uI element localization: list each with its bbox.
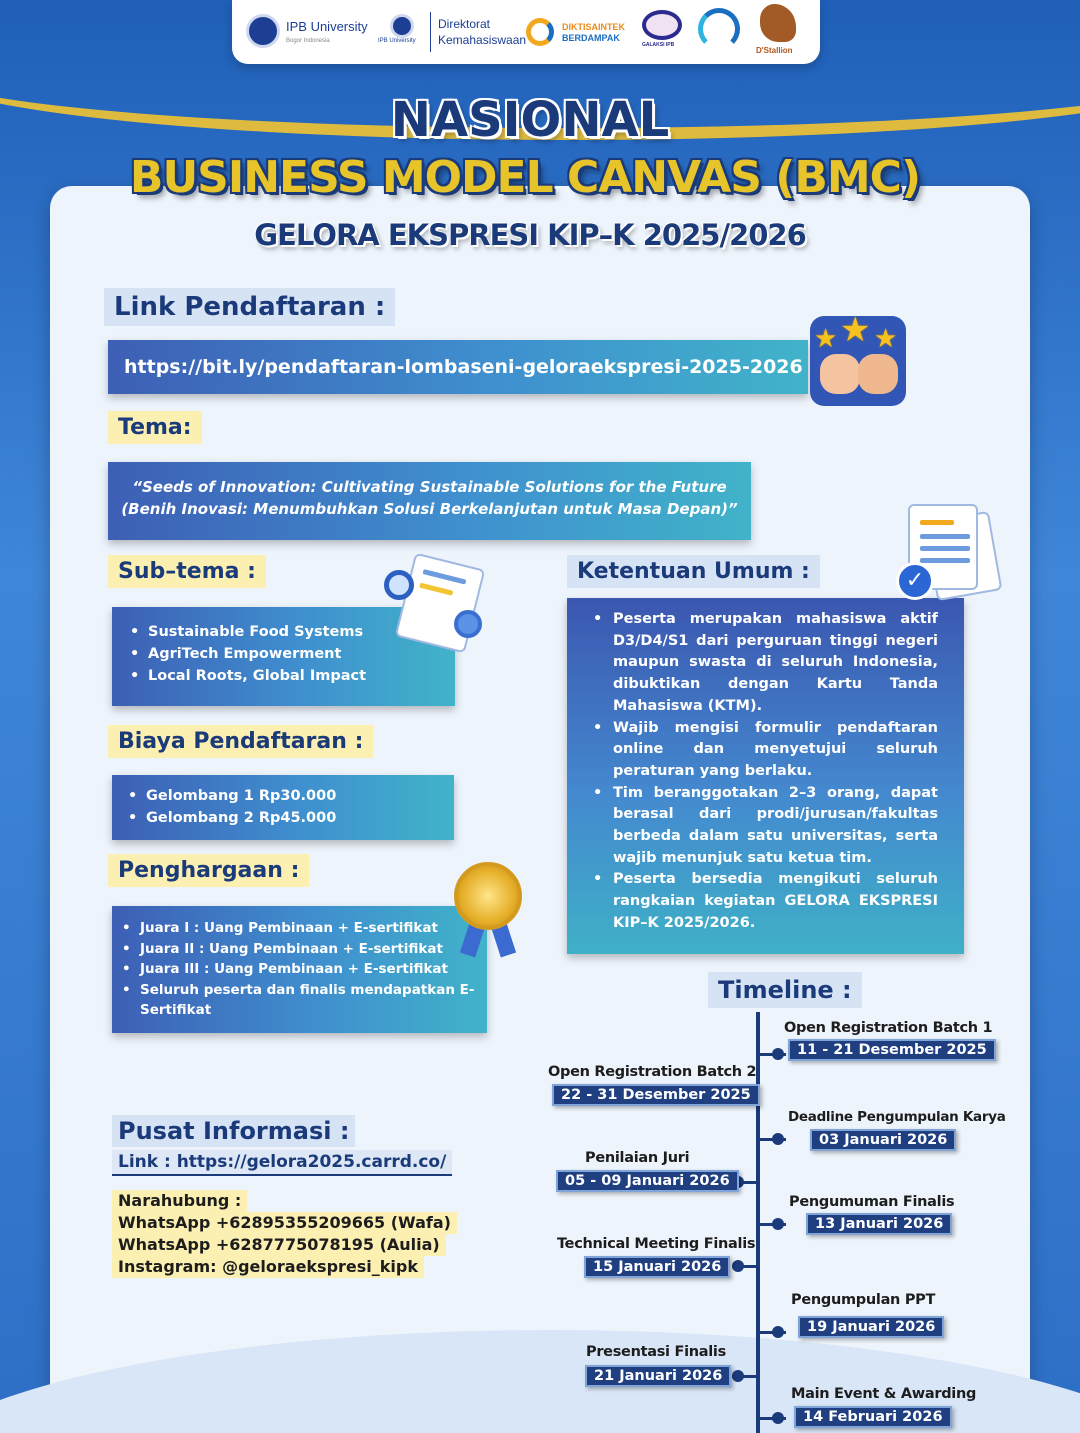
timeline-event-title: Deadline Pengumpulan Karya (788, 1109, 1006, 1125)
list-item: • Local Roots, Global Impact (128, 665, 455, 687)
ipb-small-logo-text: IPB University (378, 38, 416, 44)
contact-list (112, 1190, 457, 1278)
timeline-dot (732, 1370, 744, 1382)
document-search-illustration (384, 556, 496, 656)
galaksi-logo-text: GALAKSI IPB (642, 42, 675, 48)
timeline-event-date: 11 - 21 Desember 2025 (788, 1039, 996, 1061)
title-bmc: BUSINESS MODEL CANVAS (BMC) (129, 152, 921, 203)
tema-label: Tema: (108, 411, 202, 444)
timeline-event-date: 19 Januari 2026 (798, 1316, 944, 1338)
star-icon: ★ (840, 310, 871, 350)
timeline-event-date: 15 Januari 2026 (584, 1256, 730, 1278)
list-item: • Juara I : Uang Pembinaan + E-sertifikat (120, 918, 477, 939)
logo-divider (430, 12, 431, 52)
list-item: • Seluruh peserta dan finalis mendapatkan E-Sertifikat (120, 980, 477, 1021)
direktorat-line1: Direktorat (438, 17, 491, 31)
checkmark-icon: ✓ (896, 562, 934, 600)
timeline-dot (772, 1218, 784, 1230)
list-item: • Peserta merupakan mahasiswa aktif D3/D4/S1 dari perguruan tinggi negeri maupun swasta di seluruh Indonesia, dibuktikan dengan Kartu Tanda Mahasiswa (KTM). (591, 609, 938, 718)
medal-illustration (452, 860, 524, 960)
timeline-dot (772, 1048, 784, 1060)
list-item: • Gelombang 1 Rp30.000 (126, 785, 454, 807)
timeline-dot (732, 1260, 744, 1272)
hand-right-icon (858, 354, 898, 394)
biaya-box (112, 775, 454, 840)
ketentuan-label: Ketentuan Umum : (567, 555, 820, 588)
dikti-line1: DIKTISAINTEK (562, 22, 625, 32)
dikti-swirl-icon (526, 18, 554, 46)
gear-icon (454, 610, 482, 638)
timeline-event-date: 22 - 31 Desember 2025 (552, 1084, 760, 1106)
list-item: • Juara III : Uang Pembinaan + E-sertifikat (120, 959, 477, 980)
registration-label: Link Pendaftaran : (104, 288, 395, 326)
ipb-seal-icon (246, 14, 280, 48)
ipb-logo-text: IPB University (286, 19, 368, 34)
checklist-illustration (894, 504, 1014, 612)
title-nasional: NASIONAL (390, 92, 670, 148)
subtema-label: Sub–tema : (108, 555, 266, 588)
list-item: • Gelombang 2 Rp45.000 (126, 807, 454, 829)
timeline-event-date: 21 Januari 2026 (585, 1365, 731, 1387)
magnifier-icon (384, 570, 414, 600)
contact-whatsapp-wafa[interactable]: WhatsApp +62895355209665 (Wafa) (112, 1212, 457, 1234)
list-item: • Wajib mengisi formulir pendaftaran online dan menyetujui seluruh peraturan yang berlaku. (591, 718, 938, 783)
logo-bar (232, 0, 820, 64)
timeline-event-title: Pengumuman Finalis (789, 1194, 955, 1210)
direktorat-logo (438, 16, 526, 48)
medal-icon (454, 862, 522, 930)
contact-whatsapp-aulia[interactable]: WhatsApp +6287775078195 (Aulia) (112, 1234, 446, 1256)
swirl-logo-icon (698, 8, 740, 50)
list-item: • Tim beranggotakan 2–3 orang, dapat berasal dari prodi/jurusan/fakultas berbeda dalam satu universitas, serta wajib menunjuk satu ketua tim. (591, 783, 938, 870)
tema-quote-line2: (Benih Inovasi: Menumbuhkan Solusi Berkelanjutan untuk Masa Depan)” (121, 500, 738, 518)
direktorat-line2: Kemahasiswaan (438, 33, 527, 47)
list-item: • Juara II : Uang Pembinaan + E-sertifikat (120, 939, 477, 960)
ipb-logo (286, 20, 368, 48)
star-icon: ★ (874, 324, 898, 354)
timeline-event-title: Open Registration Batch 2 (548, 1064, 757, 1080)
hand-left-icon (820, 354, 860, 394)
timeline-event-date: 05 - 09 Januari 2026 (556, 1170, 739, 1192)
timeline-event-date: 14 Februari 2026 (794, 1406, 952, 1428)
timeline-dot (772, 1412, 784, 1424)
galaksi-logo-icon (642, 10, 682, 40)
penghargaan-box (112, 906, 487, 1033)
timeline-event-title: Presentasi Finalis (586, 1344, 726, 1360)
timeline-event-title: Open Registration Batch 1 (784, 1020, 993, 1036)
ipb-small-seal-icon (390, 14, 414, 38)
timeline-event-date: 13 Januari 2026 (806, 1213, 952, 1235)
ipb-logo-subtext: Bogor Indonesia (286, 38, 330, 44)
list-item: • AgriTech Empowerment (128, 643, 455, 665)
dikti-line2: BERDAMPAK (562, 33, 620, 43)
handshake-stars-illustration (800, 296, 920, 414)
horse-logo-icon (760, 4, 796, 42)
info-label: Pusat Informasi : (112, 1115, 355, 1147)
ketentuan-box (567, 598, 964, 954)
timeline-dot (772, 1326, 784, 1338)
timeline-dot (772, 1133, 784, 1145)
title-gelora: GELORA EKSPRESI KIP–K 2025/2026 (254, 218, 806, 252)
biaya-label: Biaya Pendaftaran : (108, 725, 373, 758)
timeline-label: Timeline : (708, 972, 862, 1008)
narahubung-label: Narahubung : (112, 1190, 247, 1212)
registration-link[interactable]: https://bit.ly/pendaftaran-lombaseni-geloraekspresi-2025-2026 (108, 340, 808, 394)
timeline-event-title: Technical Meeting Finalis (557, 1236, 756, 1252)
penghargaan-label: Penghargaan : (108, 854, 309, 887)
timeline-event-title: Penilaian Juri (585, 1150, 690, 1166)
document-icon (395, 553, 486, 654)
timeline-event-title: Pengumpulan PPT (791, 1292, 936, 1308)
list-item: • Sustainable Food Systems (128, 621, 455, 643)
stallion-logo-text: D'Stallion (756, 46, 793, 55)
dikti-logo (562, 22, 625, 44)
contact-instagram[interactable]: Instagram: @geloraekspresi_kipk (112, 1256, 424, 1278)
tema-quote-line1: “Seeds of Innovation: Cultivating Sustainable Solutions for the Future (132, 478, 727, 496)
info-link[interactable]: Link : https://gelora2025.carrd.co/ (112, 1150, 452, 1176)
timeline-event-title: Main Event & Awarding (791, 1386, 977, 1402)
star-icon: ★ (814, 324, 838, 354)
list-item: • Peserta bersedia mengikuti seluruh rangkaian kegiatan GELORA EKSPRESI KIP–K 2025/2026. (591, 869, 938, 934)
timeline-event-date: 03 Januari 2026 (810, 1129, 956, 1151)
tema-quote (108, 462, 751, 540)
